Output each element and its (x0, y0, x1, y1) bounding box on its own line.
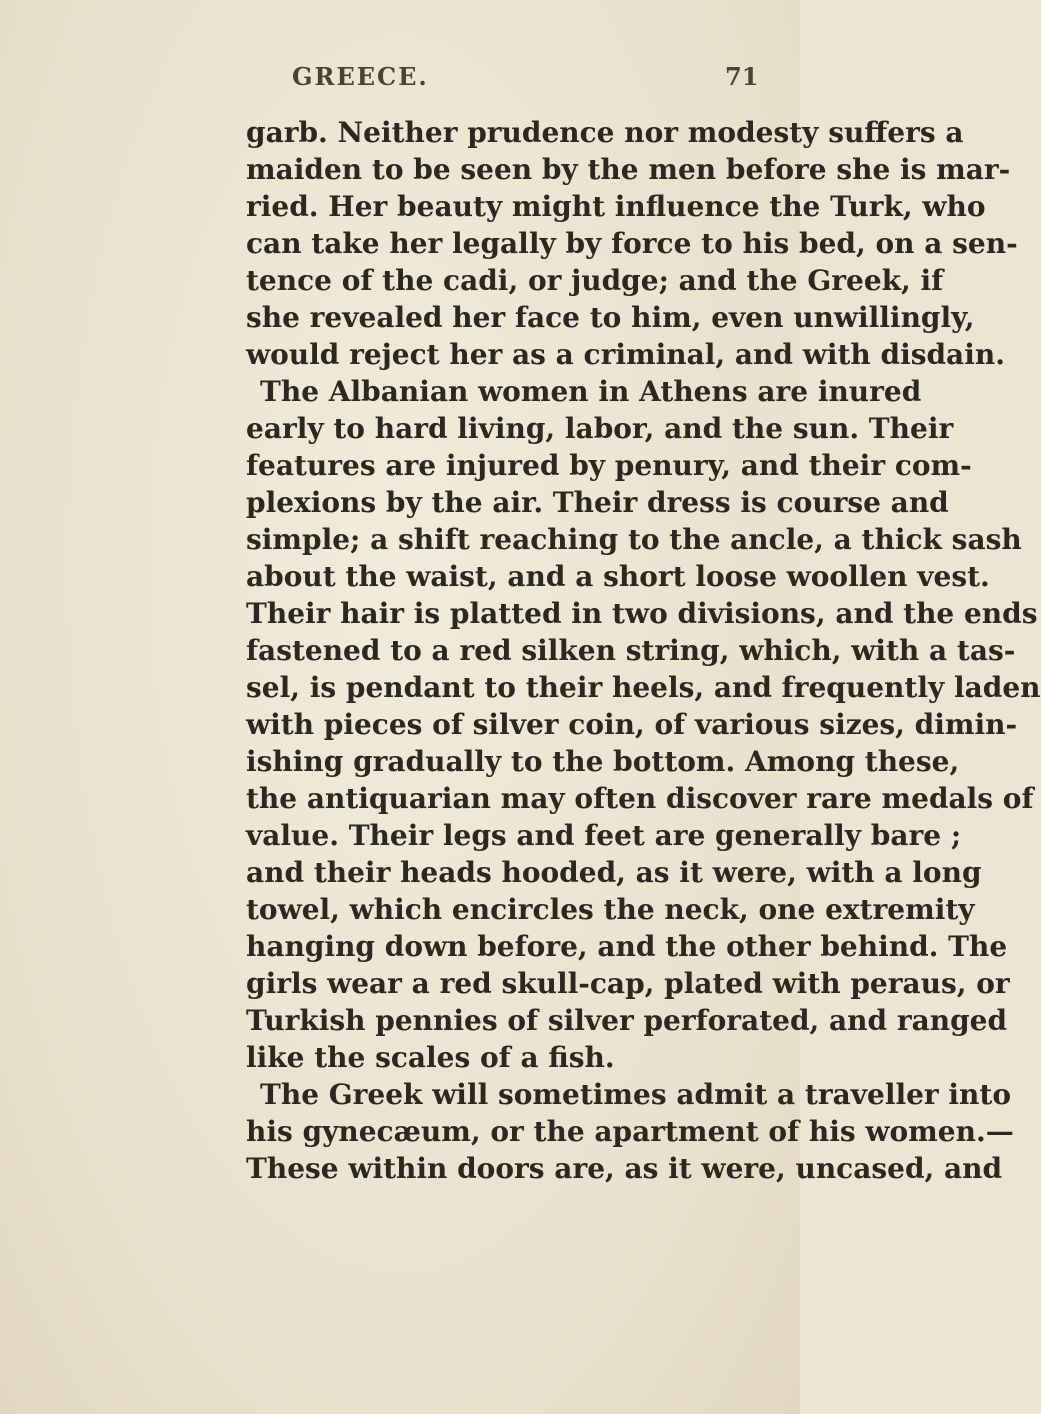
text-line: the antiquarian may often discover rare medals of (246, 782, 1034, 815)
text-line: fastened to a red silken string, which, with a tas- (246, 634, 1016, 667)
text-line: sel, is pendant to their heels, and frequently laden (246, 671, 1041, 704)
text-line: plexions by the air. Their dress is course and (246, 486, 949, 519)
text-line: she revealed her face to him, even unwillingly, (246, 301, 975, 334)
text-line: tence of the cadi, or judge; and the Greek, if (246, 264, 944, 297)
text-line: like the scales of a fish. (246, 1041, 615, 1074)
running-head: GREECE. (292, 62, 429, 91)
text-line: Turkish pennies of silver perforated, and ranged (246, 1004, 1008, 1037)
text-line: with pieces of silver coin, of various sizes, dimin- (246, 708, 1018, 741)
text-line: garb. Neither prudence nor modesty suffers a (246, 116, 964, 149)
text-line: maiden to be seen by the men before she is mar- (246, 153, 1011, 186)
text-line: girls wear a red skull-cap, plated with peraus, or (246, 967, 1010, 1000)
text-line: ried. Her beauty might influence the Turk, who (246, 190, 986, 223)
text-line: simple; a shift reaching to the ancle, a thick sash (246, 523, 1022, 556)
page-header (0, 62, 800, 102)
text-line: about the waist, and a short loose woollen vest. (246, 560, 990, 593)
text-line: features are injured by penury, and their com- (246, 449, 972, 482)
text-line: can take her legally by force to his bed, on a sen- (246, 227, 1018, 260)
text-line: towel, which encircles the neck, one extremity (246, 893, 975, 926)
text-line: value. Their legs and feet are generally bare ; (246, 819, 962, 852)
text-line: and their heads hooded, as it were, with a long (246, 856, 982, 889)
text-line: his gynecæum, or the apartment of his women.— (246, 1115, 1014, 1148)
text-line: Their hair is platted in two divisions, and the ends (246, 597, 1038, 630)
text-line: These within doors are, as it were, uncased, and (246, 1152, 1003, 1185)
text-line: early to hard living, labor, and the sun. Their (246, 412, 954, 445)
text-line: ishing gradually to the bottom. Among these, (246, 745, 960, 778)
text-line: would reject her as a criminal, and with disdain. (246, 338, 1005, 371)
text-line: hanging down before, and the other behind. The (246, 930, 1008, 963)
text-line: The Albanian women in Athens are inured (260, 375, 922, 408)
text-line: The Greek will sometimes admit a traveller into (260, 1078, 1012, 1111)
page-number: 71 (725, 62, 759, 91)
